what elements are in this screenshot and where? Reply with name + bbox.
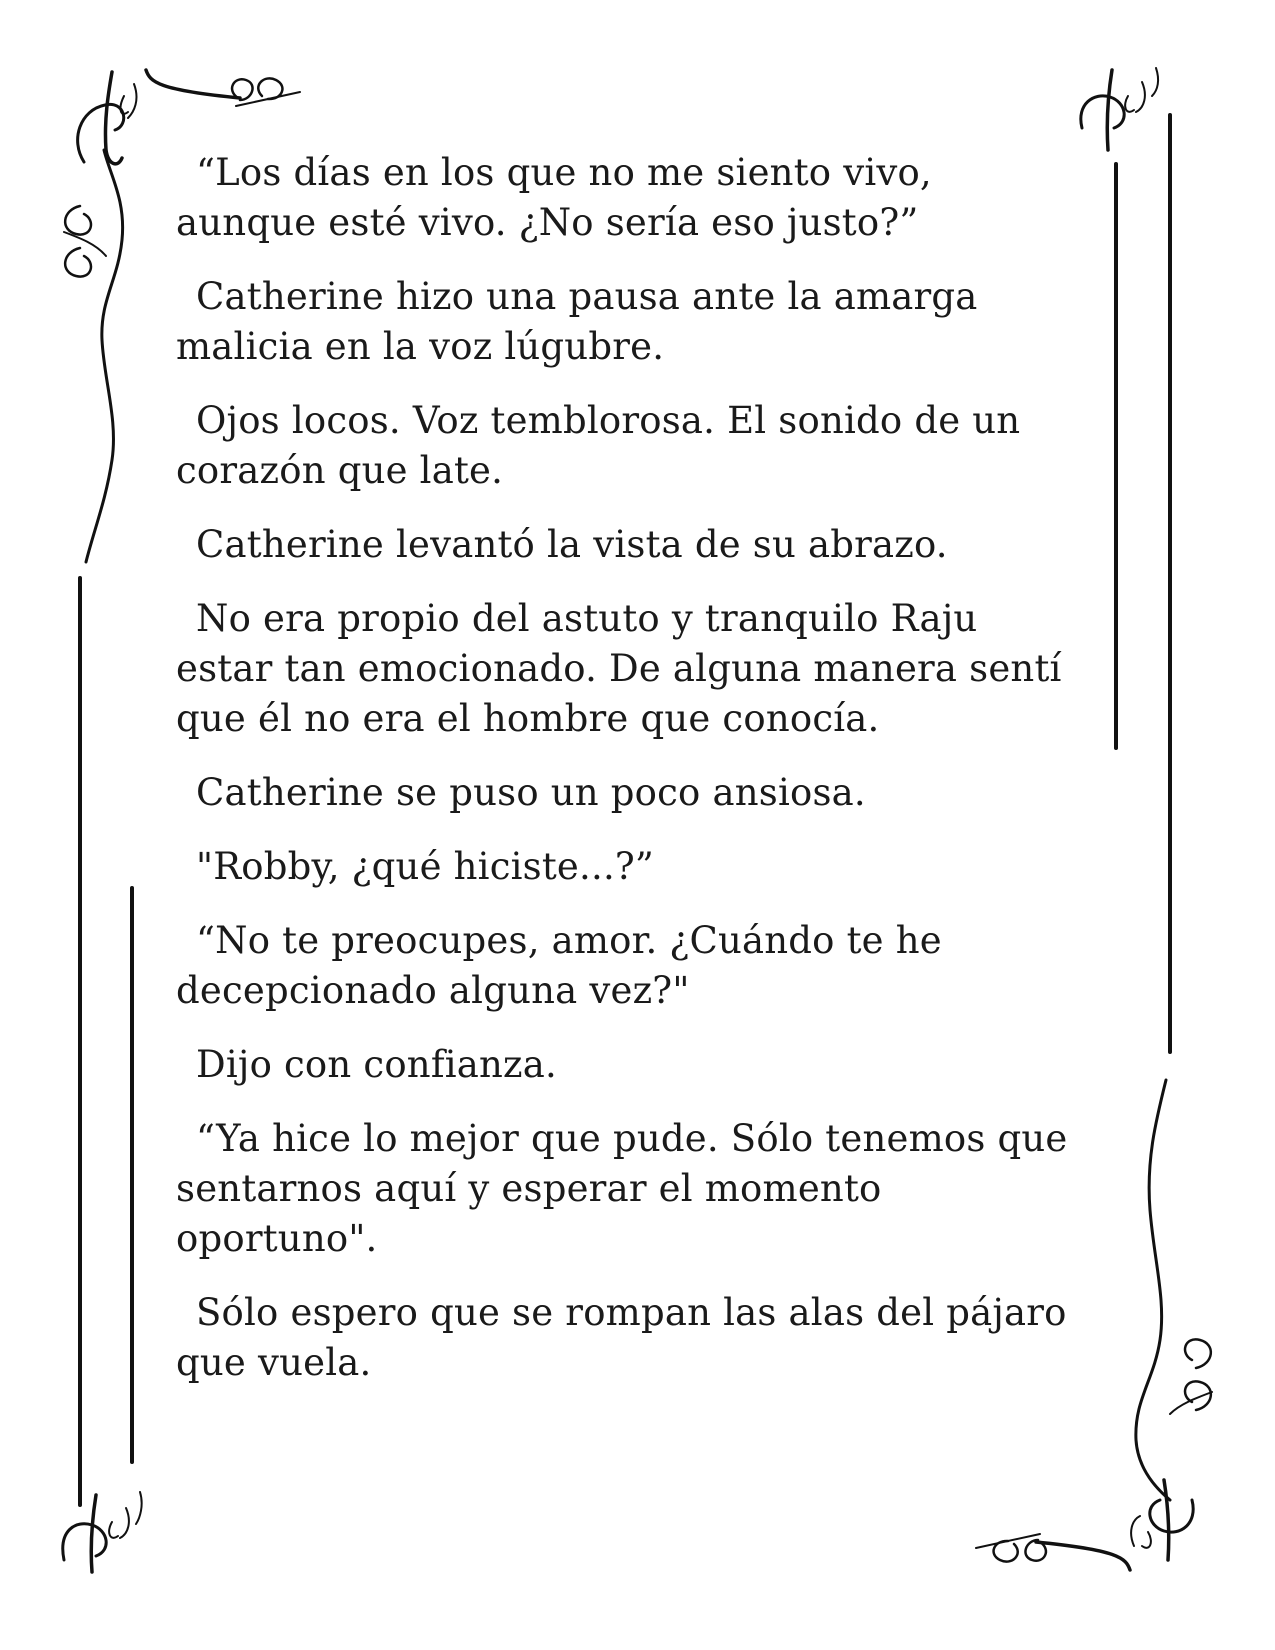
- paragraph-3: Ojos locos. Voz temblorosa. El sonido de un corazón que late.: [176, 399, 1021, 492]
- vine-right-icon: [1136, 1080, 1212, 1500]
- paragraph-8: “No te preocupes, amor. ¿Cuándo te he decepcionado alguna vez?": [176, 919, 942, 1012]
- paragraph-9: Dijo con confianza.: [196, 1043, 557, 1086]
- flourish-top-right-icon: [1081, 68, 1158, 150]
- story-text: [176, 148, 1096, 1412]
- paragraph-5: No era propio del astuto y tranquilo Raju estar tan emocionado. De alguna manera sentí que él no era el hombre que conocía.: [176, 597, 1062, 740]
- paragraph-11: Sólo espero que se rompan las alas del pájaro que vuela.: [176, 1291, 1067, 1384]
- vine-left-icon: [64, 150, 123, 562]
- flourish-bottom-right-icon: [976, 1480, 1193, 1570]
- paragraph-2: Catherine hizo una pausa ante la amarga malicia en la voz lúgubre.: [176, 275, 978, 368]
- paragraph-10: “Ya hice lo mejor que pude. Sólo tenemos que sentarnos aquí y esperar el momento oportuno".: [176, 1117, 1068, 1260]
- paragraph-6: Catherine se puso un poco ansiosa.: [196, 771, 866, 814]
- flourish-bottom-left-icon: [63, 1492, 142, 1572]
- paragraph-4: Catherine levantó la vista de su abrazo.: [196, 523, 948, 566]
- paragraph-1: “Los días en los que no me siento vivo, aunque esté vivo. ¿No sería eso justo?”: [176, 151, 932, 244]
- paragraph-7: "Robby, ¿qué hiciste...?”: [196, 845, 655, 888]
